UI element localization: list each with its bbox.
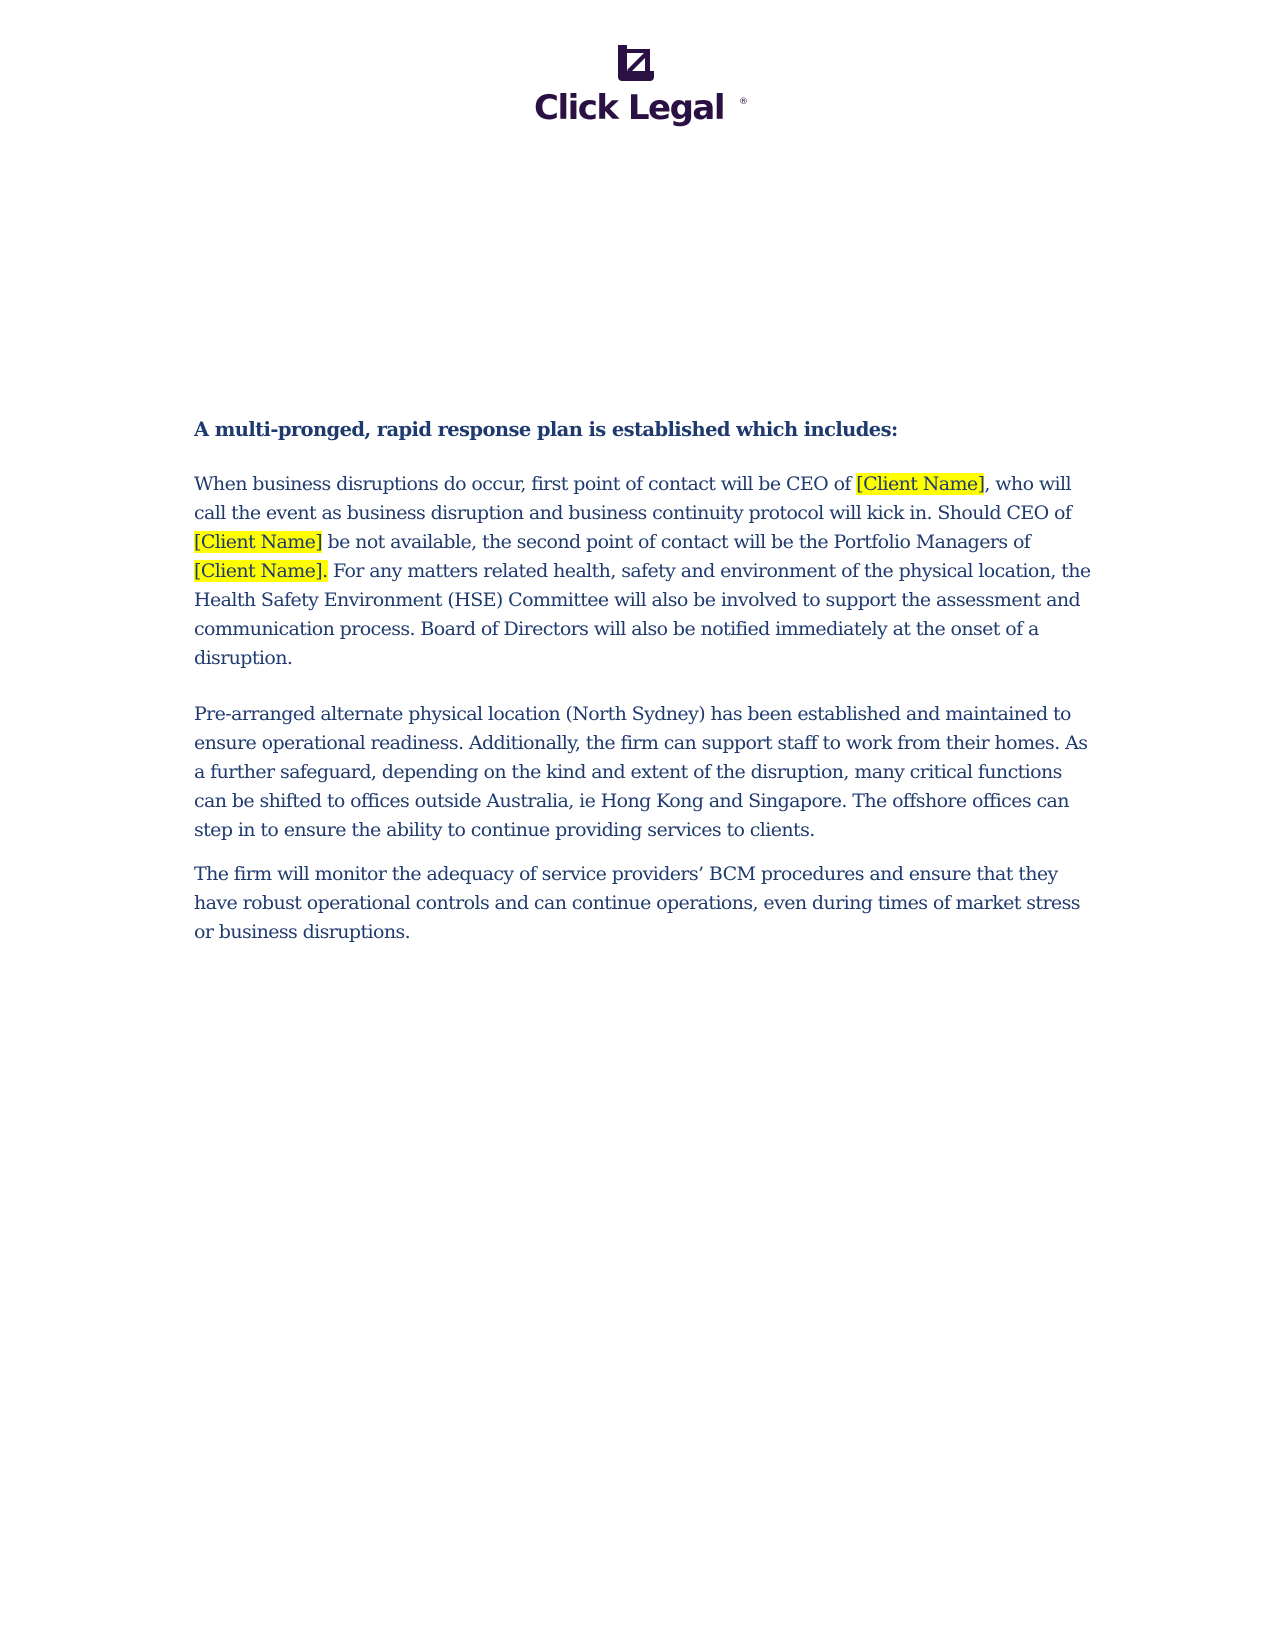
paragraph-service-providers: The firm will monitor the adequacy of service providers’ BCM procedures and ensure that they have robust operational controls and can continue operations, even during times of market stress or business disruptions. <box>194 863 1080 943</box>
paragraph-text: , who will call the event as business disruption and business continuity protocol will kick in. Should CEO of <box>194 473 1072 524</box>
paragraph-text: be not available, the second point of contact will be the Portfolio Managers of <box>322 531 1031 553</box>
client-name-placeholder: [Client Name] <box>194 531 323 553</box>
paragraph-text: When business disruptions do occur, first point of contact will be CEO of <box>194 473 857 495</box>
client-name-placeholder: [Client Name] <box>856 473 985 495</box>
paragraph-contact-protocol <box>194 470 1094 673</box>
click-legal-logo <box>534 40 749 135</box>
paragraph-alternate-location: Pre-arranged alternate physical location (North Sydney) has been established and maintained to ensure operational readiness. Additionally, the firm can support staff to work from their homes. As a further safeguard, depending on the kind and extent of the disruption, many critical functions can be shifted to offices outside Australia, ie Hong Kong and Singapore. The offshore offices can step in to ensure the ability to continue providing services to clients. <box>194 703 1088 841</box>
paragraph-text: For any matters related health, safety and environment of the physical location, the Health Safety Environment (HSE) Committee will also be involved to support the assessment and communication process. Board of Directors will also be notified immediately at the onset of a disruption. <box>194 560 1091 669</box>
logo-wordmark: Click Legal <box>534 88 725 128</box>
section-heading: A multi-pronged, rapid response plan is established which includes: <box>194 418 898 441</box>
registered-mark: ® <box>739 97 748 107</box>
external-link-arrow-icon <box>614 41 658 85</box>
client-name-placeholder: [Client Name]. <box>194 560 328 582</box>
document-body <box>194 415 1094 947</box>
